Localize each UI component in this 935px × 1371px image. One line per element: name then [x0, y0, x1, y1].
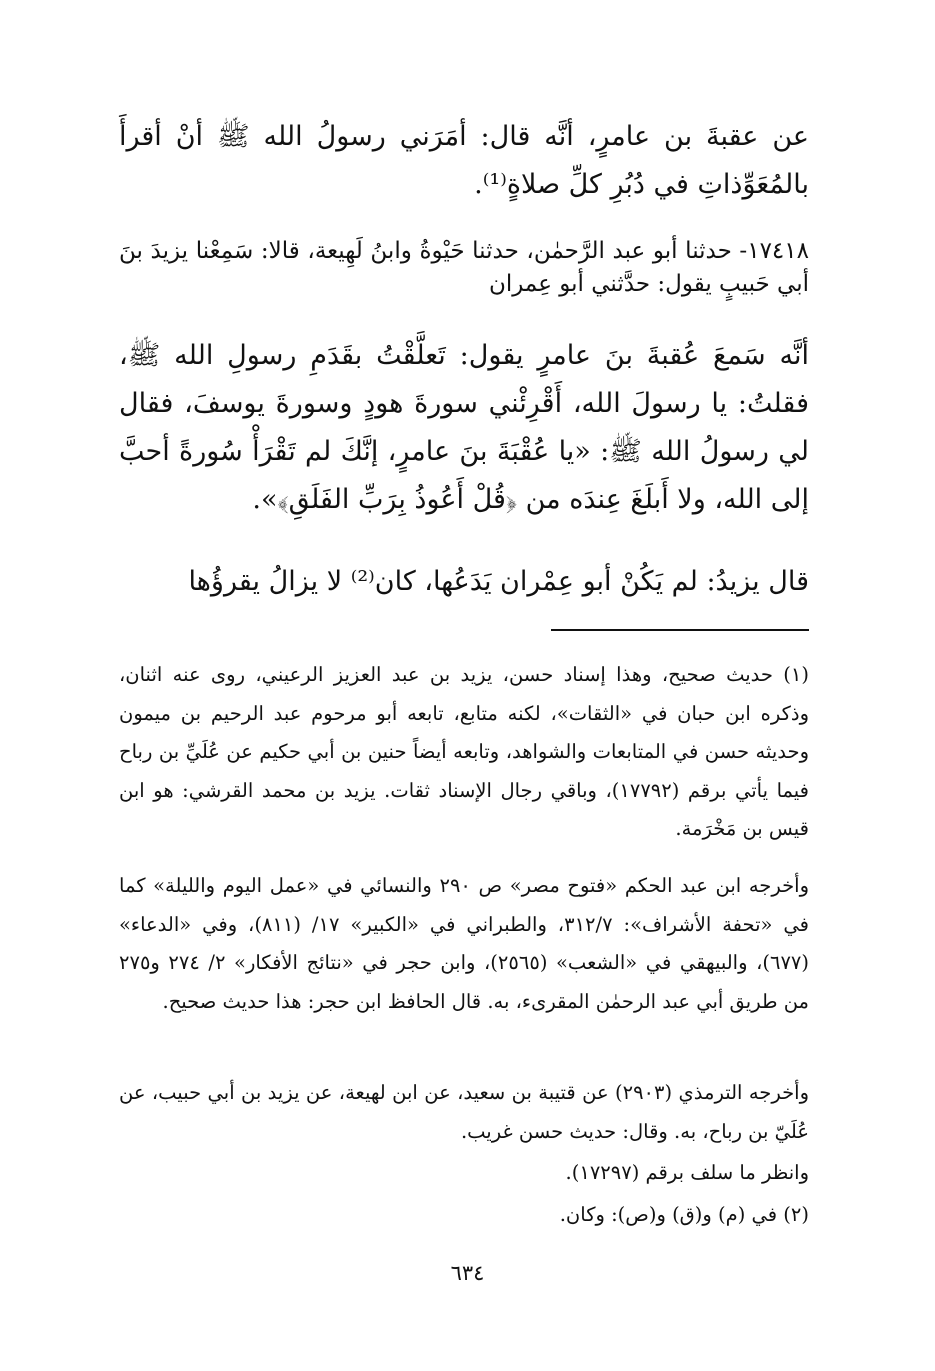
- opening-paragraph: عن عقبةَ بن عامرٍ، أنَّه قال: أمَرَني رسولُ الله ﷺ أنْ أقرأَ بالمُعَوِّذاتِ في دُبُرِ كلِّ صلاةٍ⁽¹⁾.: [119, 121, 809, 200]
- footnote-2: (٢) في (م) و(ق) و(ص): وكان.: [559, 1203, 809, 1226]
- yazid-paragraph: قال يزيدُ: لم يَكُنْ أبو عِمْران يَدَعُها، كان⁽²⁾ لا يزالُ يقرؤُها: [188, 566, 809, 597]
- footnote-1-takhrij: وأخرجه ابن عبد الحكم «فتوح مصر» ص ٢٩٠ والنسائي في «عمل اليوم والليلة» كما في «تحفة الأشراف»: ٣١٢/٧، والطبراني في «الكبير» ١٧/ (٨١١)، وفي «الدعاء» (٦٧٧)، والبيهقي في «الشعب» (٢٥٦٥)، وابن حجر في «نتائج الأفكار» ٢/ ٢٧٤ و٢٧٥ من طريق أبي عبد الرحمٰن المقرىء، به. قال الحافظ ابن حجر: هذا حديث صحيح.: [119, 874, 810, 1013]
- hadith-chain: ١٧٤١٨- حدثنا أبو عبد الرَّحمٰن، حدثنا حَيْوةُ وابنُ لَهِيعة، قالا: سَمِعْنا يزيدَ بنَ أبي حَبيبٍ يقول: حدَّثني أبو عِمران: [119, 238, 809, 297]
- footnote-separator: [551, 629, 809, 631]
- hadith-text: أنَّه سَمعَ عُقبةَ بنَ عامرٍ يقول: تَعلَّقْتُ بقَدَمِ رسولِ الله ﷺ، فقلتُ: يا رسولَ الله، أَقْرِئْني سورةَ هودٍ وسورةَ يوسفَ، فقال لي رسولُ الله ﷺ: «يا عُقْبَةَ بنَ عامرٍ، إنَّكَ لم تَقْرَأْ سُورةً أحبَّ إلى الله، ولا أَبلَغَ عِندَه من ﴿قُلْ أَعُوذُ بِرَبِّ الفَلَقِ﴾».: [119, 340, 809, 515]
- footnote-1-tirmidhi: وأخرجه الترمذي (٢٩٠٣) عن قتيبة بن سعيد، عن ابن لهيعة، عن يزيد بن أبي حبيب، عن عُلَيّ بن رباح، به. وقال: حديث حسن غريب.: [119, 1081, 810, 1143]
- footnote-1-see-also: وانظر ما سلف برقم (١٧٢٩٧).: [565, 1161, 809, 1184]
- page-number: ٦٣٤: [450, 1261, 485, 1285]
- footnote-1-isnad: (١) حديث صحيح، وهذا إسناد حسن، يزيد بن عبد العزيز الرعيني، روى عنه اثنان، وذكره ابن حبان في «الثقات»، لكنه متابع، تابعه أبو مرحوم عبد الرحيم بن ميمون وحديثه حسن في المتابعات والشواهد، وتابعه أيضاً حنين بن أبي حكيم عن عُلَيِّ بن رباح فيما يأتي برقم (١٧٧٩٢)، وباقي رجال الإسناد ثقات. يزيد بن محمد القرشي: هو ابن قيس بن مَخْرَمة.: [119, 663, 809, 841]
